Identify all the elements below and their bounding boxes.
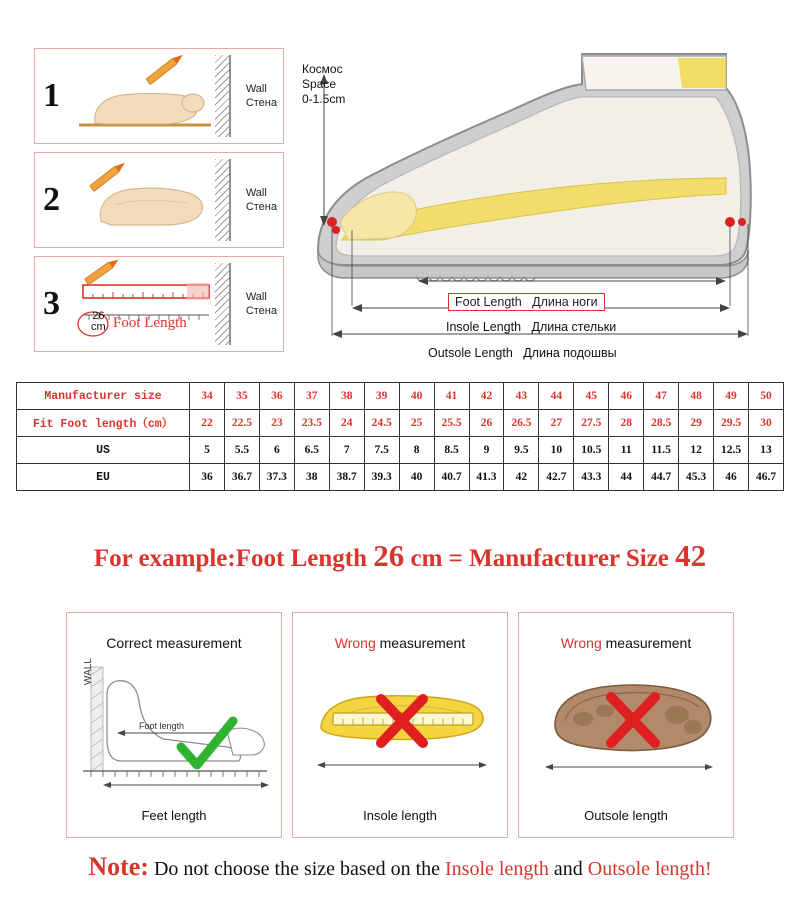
table-cell: 34 bbox=[190, 383, 225, 410]
table-cell: 42.7 bbox=[539, 464, 574, 491]
table-cell: 22 bbox=[190, 410, 225, 437]
table-row bbox=[17, 437, 784, 464]
table-cell: 46.7 bbox=[749, 464, 784, 491]
table-cell: 42 bbox=[469, 383, 504, 410]
table-cell: 36 bbox=[259, 383, 294, 410]
table-cell: 40.7 bbox=[434, 464, 469, 491]
title-rest: measurement bbox=[375, 635, 466, 651]
table-cell: 41 bbox=[434, 383, 469, 410]
table-cell: 44.7 bbox=[644, 464, 679, 491]
table-cell: 9 bbox=[469, 437, 504, 464]
table-cell: 11 bbox=[609, 437, 644, 464]
row-label: EU bbox=[17, 464, 190, 491]
table-cell: 38.7 bbox=[329, 464, 364, 491]
table-cell: 36 bbox=[190, 464, 225, 491]
example-middle: cm = Manufacturer Size bbox=[404, 545, 676, 572]
table-row bbox=[17, 410, 784, 437]
table-cell: 39 bbox=[364, 383, 399, 410]
row-label: Fit Foot length（cm） bbox=[17, 410, 190, 437]
wrong-outsole-title bbox=[519, 635, 733, 651]
table-cell: 46 bbox=[609, 383, 644, 410]
table-cell: 45.3 bbox=[679, 464, 714, 491]
table-cell: 46 bbox=[714, 464, 749, 491]
example-line bbox=[0, 538, 800, 574]
table-cell: 5.5 bbox=[224, 437, 259, 464]
title-rest: measurement bbox=[152, 635, 242, 651]
note-lead: Note: bbox=[88, 852, 149, 881]
step-2-panel bbox=[34, 152, 284, 248]
table-cell: 6.5 bbox=[294, 437, 329, 464]
table-cell: 40 bbox=[399, 464, 434, 491]
table-cell: 28 bbox=[609, 410, 644, 437]
wall-hatch bbox=[215, 55, 231, 137]
correct-caption: Feet length bbox=[141, 808, 207, 823]
space-label-en: Space bbox=[302, 77, 337, 91]
table-cell: 47 bbox=[644, 383, 679, 410]
table-cell: 50 bbox=[749, 383, 784, 410]
insole-length-ru: Длина стельки bbox=[531, 320, 617, 334]
example-prefix: For example:Foot Length bbox=[93, 545, 374, 572]
table-cell: 40 bbox=[399, 383, 434, 410]
table-cell: 45 bbox=[574, 383, 609, 410]
outsole-length-en: Outsole Length bbox=[428, 346, 513, 360]
table-cell: 28.5 bbox=[644, 410, 679, 437]
table-cell: 22.5 bbox=[224, 410, 259, 437]
table-cell: 8 bbox=[399, 437, 434, 464]
measure-number: 26 bbox=[92, 310, 105, 322]
step-1-illustration bbox=[75, 55, 213, 137]
foot-length-ru: Длина ноги bbox=[532, 295, 598, 309]
table-cell: 44 bbox=[539, 383, 574, 410]
table-cell: 36.7 bbox=[224, 464, 259, 491]
table-cell: 12 bbox=[679, 437, 714, 464]
table-cell: 13 bbox=[749, 437, 784, 464]
outsole-length-ru: Длина подошвы bbox=[523, 346, 617, 360]
table-cell: 26.5 bbox=[504, 410, 539, 437]
table-cell: 25 bbox=[399, 410, 434, 437]
table-cell: 44 bbox=[609, 464, 644, 491]
table-cell: 35 bbox=[224, 383, 259, 410]
insole-length-en: Insole Length bbox=[446, 320, 522, 334]
size-table bbox=[16, 382, 784, 491]
measurement-steps bbox=[34, 48, 286, 358]
outsole-illustration bbox=[537, 663, 721, 779]
note-outsole: Outsole length bbox=[587, 858, 705, 880]
table-row bbox=[17, 464, 784, 491]
step-3-foot-length-label: Foot Length bbox=[113, 315, 187, 331]
table-cell: 48 bbox=[679, 383, 714, 410]
correct-illustration bbox=[77, 661, 273, 789]
table-cell: 37 bbox=[294, 383, 329, 410]
wall-hatch bbox=[215, 159, 231, 241]
wrong-outsole-panel bbox=[518, 612, 734, 838]
table-cell: 26 bbox=[469, 410, 504, 437]
step-1-wall-label bbox=[246, 82, 277, 110]
table-cell: 8.5 bbox=[434, 437, 469, 464]
outsole-caption: Outsole length bbox=[584, 808, 668, 823]
outsole-length-dimension bbox=[428, 346, 617, 360]
note-line bbox=[0, 852, 800, 882]
wall-label-en: Wall bbox=[245, 291, 267, 303]
table-cell: 23.5 bbox=[294, 410, 329, 437]
table-cell: 30 bbox=[749, 410, 784, 437]
table-cell: 29.5 bbox=[714, 410, 749, 437]
shoe-cross-section-diagram bbox=[296, 44, 766, 364]
space-value: 0-1.5cm bbox=[302, 92, 346, 106]
title-prefix: Wrong bbox=[334, 635, 376, 651]
table-cell: 9.5 bbox=[504, 437, 539, 464]
wall-hatch bbox=[215, 263, 231, 345]
wall-label-ru: Стена bbox=[245, 97, 277, 109]
insole-length-dimension bbox=[446, 320, 616, 334]
table-cell: 5 bbox=[190, 437, 225, 464]
correct-measurement-panel bbox=[66, 612, 282, 838]
step-1-panel bbox=[34, 48, 284, 144]
table-row bbox=[17, 383, 784, 410]
step-2-illustration bbox=[75, 159, 213, 241]
correct-title bbox=[67, 635, 281, 651]
step-3-measure-value bbox=[91, 311, 106, 333]
table-cell: 49 bbox=[714, 383, 749, 410]
table-cell: 42 bbox=[504, 464, 539, 491]
svg-text:Foot length: Foot length bbox=[139, 721, 185, 731]
example-foot-cm: 26 bbox=[373, 538, 405, 573]
insole-illustration bbox=[307, 669, 495, 779]
measure-unit: cm bbox=[91, 321, 106, 333]
table-cell: 10 bbox=[539, 437, 574, 464]
table-cell: 7.5 bbox=[364, 437, 399, 464]
table-cell: 43.3 bbox=[574, 464, 609, 491]
row-label: US bbox=[17, 437, 190, 464]
note-part1: Do not choose the size based on the bbox=[148, 858, 446, 880]
table-cell: 6 bbox=[259, 437, 294, 464]
title-prefix: Correct bbox=[106, 635, 153, 651]
step-3-wall-label bbox=[246, 290, 277, 318]
table-cell: 12.5 bbox=[714, 437, 749, 464]
size-table-body bbox=[17, 383, 784, 491]
foot-length-dimension bbox=[448, 293, 605, 311]
step-3-number: 3 bbox=[43, 285, 60, 322]
step-3-panel bbox=[34, 256, 284, 352]
step-1-number: 1 bbox=[43, 77, 60, 114]
table-cell: 37.3 bbox=[259, 464, 294, 491]
table-cell: 38 bbox=[294, 464, 329, 491]
table-cell: 10.5 bbox=[574, 437, 609, 464]
table-cell: 43 bbox=[504, 383, 539, 410]
step-2-wall-label bbox=[246, 186, 277, 214]
row-label: Manufacturer size bbox=[17, 383, 190, 410]
insole-caption: Insole length bbox=[363, 808, 437, 823]
wall-label-ru: Стена bbox=[245, 305, 277, 317]
table-cell: 38 bbox=[329, 383, 364, 410]
table-cell: 11.5 bbox=[644, 437, 679, 464]
space-label-ru: Космос bbox=[302, 62, 343, 76]
space-label bbox=[302, 62, 345, 107]
table-cell: 25.5 bbox=[434, 410, 469, 437]
wall-vertical-label: WALL bbox=[83, 658, 94, 685]
table-cell: 7 bbox=[329, 437, 364, 464]
note-insole: Insole length bbox=[445, 858, 549, 880]
note-part2: and bbox=[548, 858, 588, 880]
example-size: 42 bbox=[675, 538, 707, 573]
table-cell: 27 bbox=[539, 410, 574, 437]
wrong-insole-title bbox=[293, 635, 507, 651]
wrong-insole-panel bbox=[292, 612, 508, 838]
table-cell: 23 bbox=[259, 410, 294, 437]
title-prefix: Wrong bbox=[560, 635, 602, 651]
title-rest: measurement bbox=[601, 635, 692, 651]
wall-label-ru: Стена bbox=[245, 201, 277, 213]
wall-label-en: Wall bbox=[245, 187, 267, 199]
wall-label-en: Wall bbox=[245, 83, 267, 95]
table-cell: 39.3 bbox=[364, 464, 399, 491]
table-cell: 24.5 bbox=[364, 410, 399, 437]
table-cell: 29 bbox=[679, 410, 714, 437]
table-cell: 41.3 bbox=[469, 464, 504, 491]
step-2-number: 2 bbox=[43, 181, 60, 218]
table-cell: 24 bbox=[329, 410, 364, 437]
table-cell: 27.5 bbox=[574, 410, 609, 437]
foot-length-en: Foot Length bbox=[455, 295, 522, 309]
note-part3: ! bbox=[705, 858, 712, 880]
measurement-comparison bbox=[66, 612, 734, 838]
